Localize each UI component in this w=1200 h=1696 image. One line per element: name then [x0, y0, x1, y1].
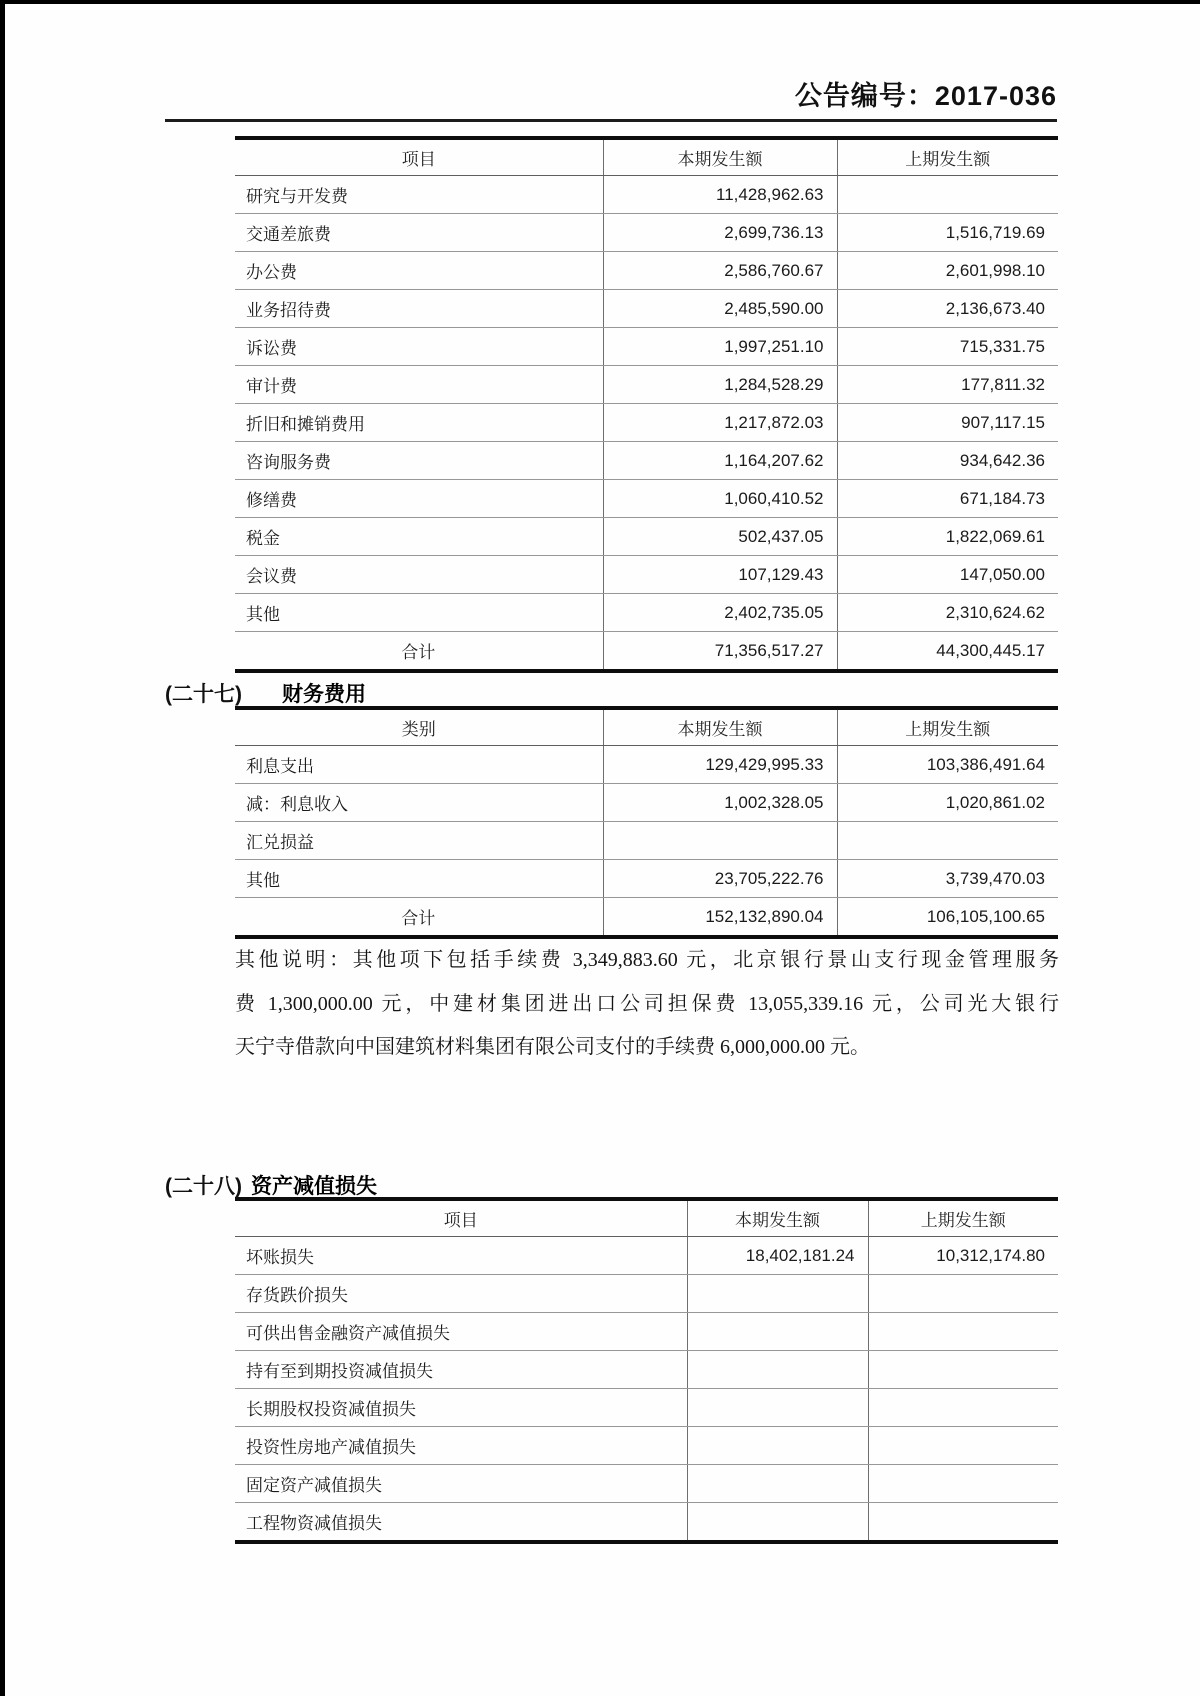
row-value: [687, 1427, 868, 1465]
row-value: [868, 1427, 1058, 1465]
row-value: [687, 1313, 868, 1351]
table-row: [235, 1313, 1058, 1351]
section-27-number: (二十七): [165, 683, 242, 706]
row-label: 业务招待费: [235, 290, 603, 328]
row-label: 审计费: [235, 366, 603, 404]
row-value: [687, 1389, 868, 1427]
row-value: [687, 1465, 868, 1503]
table-row: [235, 1237, 1058, 1275]
row-label: 折旧和摊销费用: [235, 404, 603, 442]
row-label: 税金: [235, 518, 603, 556]
total-row: [235, 898, 1058, 938]
other-explanation-note: [235, 939, 1059, 1070]
column-header-item: 项目: [235, 1199, 687, 1237]
table-total-row-group: [235, 632, 1058, 672]
row-value: [687, 1275, 868, 1313]
column-header-current-period: 本期发生额: [603, 708, 837, 746]
note-line: 费 1,300,000.00 元，中建材集团进出口公司担保费 13,055,339.16 元，公司光大银行: [235, 992, 1059, 1015]
row-value: 502,437.05: [603, 518, 837, 556]
row-label: 长期股权投资减值损失: [235, 1389, 687, 1427]
table-row: [235, 1389, 1058, 1427]
table-header-row: [235, 138, 1058, 176]
row-value: 2,586,760.67: [603, 252, 837, 290]
row-value: 107,129.43: [603, 556, 837, 594]
row-value: [868, 1465, 1058, 1503]
total-prior-value: 44,300,445.17: [837, 632, 1058, 672]
header-divider-line: [165, 119, 1057, 122]
column-header-prior-period: 上期发生额: [837, 138, 1058, 176]
table-row: [235, 176, 1058, 214]
table-row: [235, 252, 1058, 290]
section-28-title: 资产减值损失: [251, 1175, 377, 1198]
table-row: [235, 594, 1058, 632]
row-value: 1,020,861.02: [837, 784, 1058, 822]
row-value: [603, 822, 837, 860]
row-value: 671,184.73: [837, 480, 1058, 518]
row-label: 交通差旅费: [235, 214, 603, 252]
row-label: 工程物资减值损失: [235, 1503, 687, 1543]
total-label: 合计: [401, 909, 436, 928]
table-header: [235, 708, 1058, 746]
total-label: 合计: [401, 643, 436, 662]
table-row: [235, 480, 1058, 518]
row-value: 2,601,998.10: [837, 252, 1058, 290]
table-row: [235, 518, 1058, 556]
row-value: 2,485,590.00: [603, 290, 837, 328]
column-header-prior-period: 上期发生额: [837, 708, 1058, 746]
row-value: 1,516,719.69: [837, 214, 1058, 252]
table-row: [235, 1351, 1058, 1389]
table-body: [235, 746, 1058, 898]
table-row: [235, 328, 1058, 366]
row-value: 2,402,735.05: [603, 594, 837, 632]
row-value: 18,402,181.24: [687, 1237, 868, 1275]
total-prior-value: 106,105,100.65: [837, 898, 1058, 938]
row-label: 其他: [235, 594, 603, 632]
row-label: 汇兑损益: [235, 822, 603, 860]
row-value: 1,997,251.10: [603, 328, 837, 366]
announcement-number: 公告编号：2017-036: [794, 81, 1057, 111]
section-27-title: 财务费用: [282, 683, 366, 706]
total-row: [235, 632, 1058, 672]
column-header-item: 项目: [235, 138, 603, 176]
scan-edge-left: [0, 0, 5, 1696]
row-label: 办公费: [235, 252, 603, 290]
row-value: 2,136,673.40: [837, 290, 1058, 328]
expense-detail-table: [235, 136, 1058, 673]
row-value: 177,811.32: [837, 366, 1058, 404]
table-body: [235, 1237, 1058, 1543]
table-row: [235, 442, 1058, 480]
row-label: 可供出售金融资产减值损失: [235, 1313, 687, 1351]
row-label: 其他: [235, 860, 603, 898]
row-label: 利息支出: [235, 746, 603, 784]
table-row: [235, 1275, 1058, 1313]
table-row: [235, 366, 1058, 404]
row-value: [868, 1351, 1058, 1389]
table-row: [235, 556, 1058, 594]
row-label: 存货跌价损失: [235, 1275, 687, 1313]
scan-edge-top: [0, 0, 1200, 4]
row-label: 固定资产减值损失: [235, 1465, 687, 1503]
row-value: 23,705,222.76: [603, 860, 837, 898]
row-value: 907,117.15: [837, 404, 1058, 442]
row-label: 研究与开发费: [235, 176, 603, 214]
table-row: [235, 404, 1058, 442]
row-value: 2,699,736.13: [603, 214, 837, 252]
row-value: 2,310,624.62: [837, 594, 1058, 632]
total-current-value: 152,132,890.04: [603, 898, 837, 938]
row-value: [868, 1275, 1058, 1313]
table-header-row: [235, 708, 1058, 746]
row-value: 3,739,470.03: [837, 860, 1058, 898]
row-value: [687, 1351, 868, 1389]
row-value: [868, 1313, 1058, 1351]
row-value: [868, 1503, 1058, 1543]
table-header-row: [235, 1199, 1058, 1237]
row-label: 诉讼费: [235, 328, 603, 366]
table-total-row-group: [235, 898, 1058, 938]
table-row: [235, 1465, 1058, 1503]
row-label: 会议费: [235, 556, 603, 594]
table-row: [235, 290, 1058, 328]
column-header-prior-period: 上期发生额: [868, 1199, 1058, 1237]
table-row: [235, 746, 1058, 784]
asset-impairment-table: [235, 1197, 1058, 1544]
table-row: [235, 784, 1058, 822]
row-value: 10,312,174.80: [868, 1237, 1058, 1275]
column-header-current-period: 本期发生额: [603, 138, 837, 176]
note-line: 其他说明：其他项下包括手续费 3,349,883.60 元，北京银行景山支行现金管理服务: [235, 949, 1059, 971]
table-header: [235, 138, 1058, 176]
row-value: [687, 1503, 868, 1543]
column-header-category: 类别: [235, 708, 603, 746]
row-label: 投资性房地产减值损失: [235, 1427, 687, 1465]
row-label: 持有至到期投资减值损失: [235, 1351, 687, 1389]
table-body: [235, 176, 1058, 632]
row-value: 715,331.75: [837, 328, 1058, 366]
row-value: 1,164,207.62: [603, 442, 837, 480]
table-row: [235, 1427, 1058, 1465]
column-header-current-period: 本期发生额: [687, 1199, 868, 1237]
note-line: 天宁寺借款向中国建筑材料集团有限公司支付的手续费 6,000,000.00 元。: [235, 1036, 870, 1058]
row-value: 1,060,410.52: [603, 480, 837, 518]
table-row: [235, 822, 1058, 860]
row-value: 1,822,069.61: [837, 518, 1058, 556]
table-row: [235, 860, 1058, 898]
row-value: 11,428,962.63: [603, 176, 837, 214]
row-value: [868, 1389, 1058, 1427]
row-value: 1,002,328.05: [603, 784, 837, 822]
row-value: 103,386,491.64: [837, 746, 1058, 784]
table-row: [235, 214, 1058, 252]
row-value: 1,284,528.29: [603, 366, 837, 404]
row-label: 减：利息收入: [235, 784, 603, 822]
row-value: [837, 822, 1058, 860]
total-current-value: 71,356,517.27: [603, 632, 837, 672]
row-value: 1,217,872.03: [603, 404, 837, 442]
section-28-number: (二十八): [165, 1175, 242, 1198]
row-label: 坏账损失: [235, 1237, 687, 1275]
table-header: [235, 1199, 1058, 1237]
row-label: 修缮费: [235, 480, 603, 518]
financial-expense-table: [235, 706, 1058, 939]
row-label: 咨询服务费: [235, 442, 603, 480]
row-value: 934,642.36: [837, 442, 1058, 480]
row-value: 129,429,995.33: [603, 746, 837, 784]
row-value: [837, 176, 1058, 214]
row-value: 147,050.00: [837, 556, 1058, 594]
table-row: [235, 1503, 1058, 1543]
